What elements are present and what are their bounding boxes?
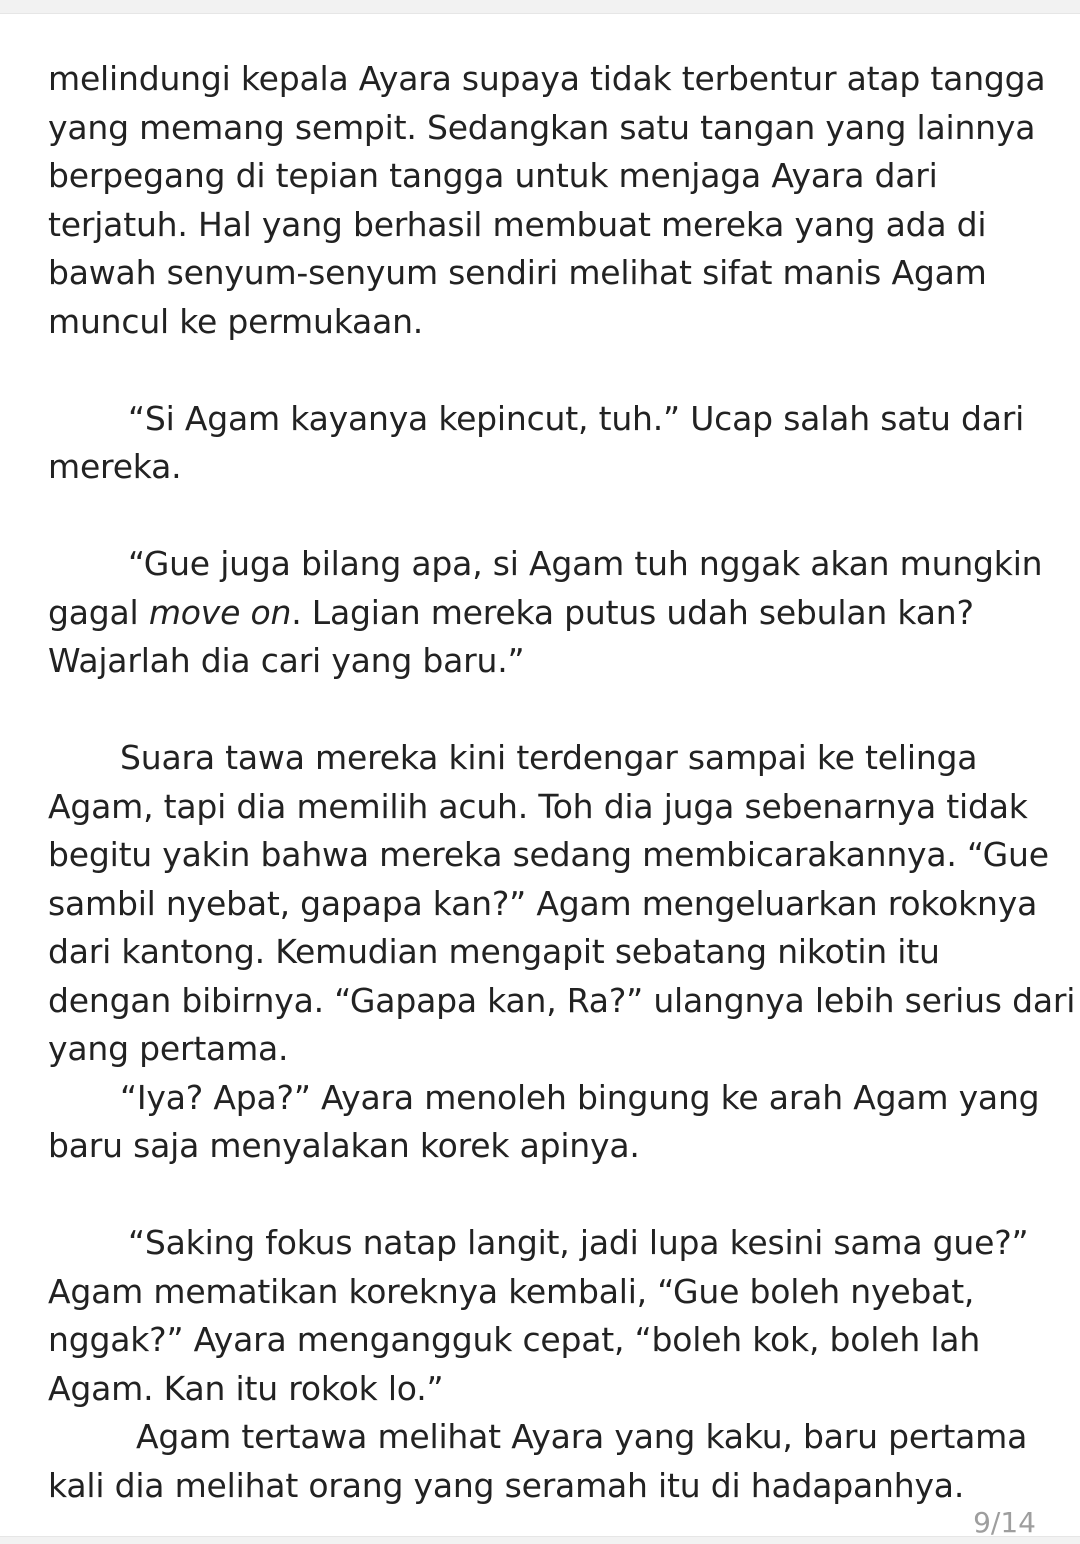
text-line: yang memang sempit. Sedangkan satu tangan yang lainnya <box>48 107 1036 147</box>
page-text <box>48 55 1076 1510</box>
text-line: begitu yakin bahwa mereka sedang membicarakannya. “Gue <box>48 835 1049 874</box>
text-line: bawah senyum-senyum sendiri melihat sifat manis Agam <box>48 253 987 292</box>
reader-page[interactable] <box>0 13 1080 1537</box>
paragraph <box>48 1219 1038 1413</box>
text-line: dari kantong. Kemudian mengapit sebatang nikotin itu <box>48 932 940 971</box>
text-line: Wajarlah dia cari yang baru.” <box>48 641 525 680</box>
text-line: Agam mematikan koreknya kembali, “Gue boleh nyebat, <box>48 1271 975 1311</box>
text-line: “Saking fokus natap langit, jadi lupa kesini sama gue?” <box>128 1223 1029 1262</box>
text-line: terjatuh. Hal yang berhasil membuat mereka yang ada di <box>48 204 987 244</box>
text-line: Agam, tapi dia memilih acuh. Toh dia juga sebenarnya tidak <box>48 786 1028 826</box>
text-line: Agam tertawa melihat Ayara yang kaku, baru pertama <box>136 1417 1028 1456</box>
text-line: mereka. <box>48 447 182 486</box>
text-line: dengan bibirnya. “Gapapa kan, Ra?” ulangnya lebih serius dari <box>48 980 1076 1020</box>
text-line: yang pertama. <box>48 1029 289 1068</box>
text-line: muncul ke permukaan. <box>48 301 424 341</box>
paragraph <box>48 395 1038 492</box>
paragraph <box>48 734 1076 1074</box>
text-run: gagal <box>48 592 149 632</box>
text-line: “Si Agam kayanya kepincut, tuh.” Ucap salah satu dari <box>128 398 1025 438</box>
text-line <box>48 589 1038 638</box>
text-line: sambil nyebat, gapapa kan?” Agam mengeluarkan rokoknya <box>48 883 1038 923</box>
paragraph <box>48 1074 1038 1171</box>
paragraph <box>48 55 1046 346</box>
text-run: . Lagian mereka putus udah sebulan kan? <box>291 592 974 632</box>
text-line: “Gue juga bilang apa, si Agam tuh nggak akan mungkin <box>128 544 1043 583</box>
text-line: melindungi kepala Ayara supaya tidak terbentur atap tangga <box>48 59 1046 98</box>
paragraph <box>48 540 1043 686</box>
text-line: kali dia melihat orang yang seramah itu di hadapanhya. <box>48 1465 965 1505</box>
text-line: “Iya? Apa?” Ayara menoleh bingung ke arah Agam yang <box>120 1077 1040 1117</box>
text-line: Agam. Kan itu rokok lo.” <box>48 1368 444 1408</box>
text-line: baru saja menyalakan korek apinya. <box>48 1126 640 1165</box>
paragraph <box>48 1413 1038 1510</box>
text-line: Suara tawa mereka kini terdengar sampai ke telinga <box>120 738 978 777</box>
italic-phrase: move on <box>148 592 292 632</box>
page-indicator: 9/14 <box>973 1506 1036 1539</box>
text-line: nggak?” Ayara mengangguk cepat, “boleh kok, boleh lah <box>48 1320 981 1359</box>
text-line: berpegang di tepian tangga untuk menjaga Ayara dari <box>48 156 938 195</box>
